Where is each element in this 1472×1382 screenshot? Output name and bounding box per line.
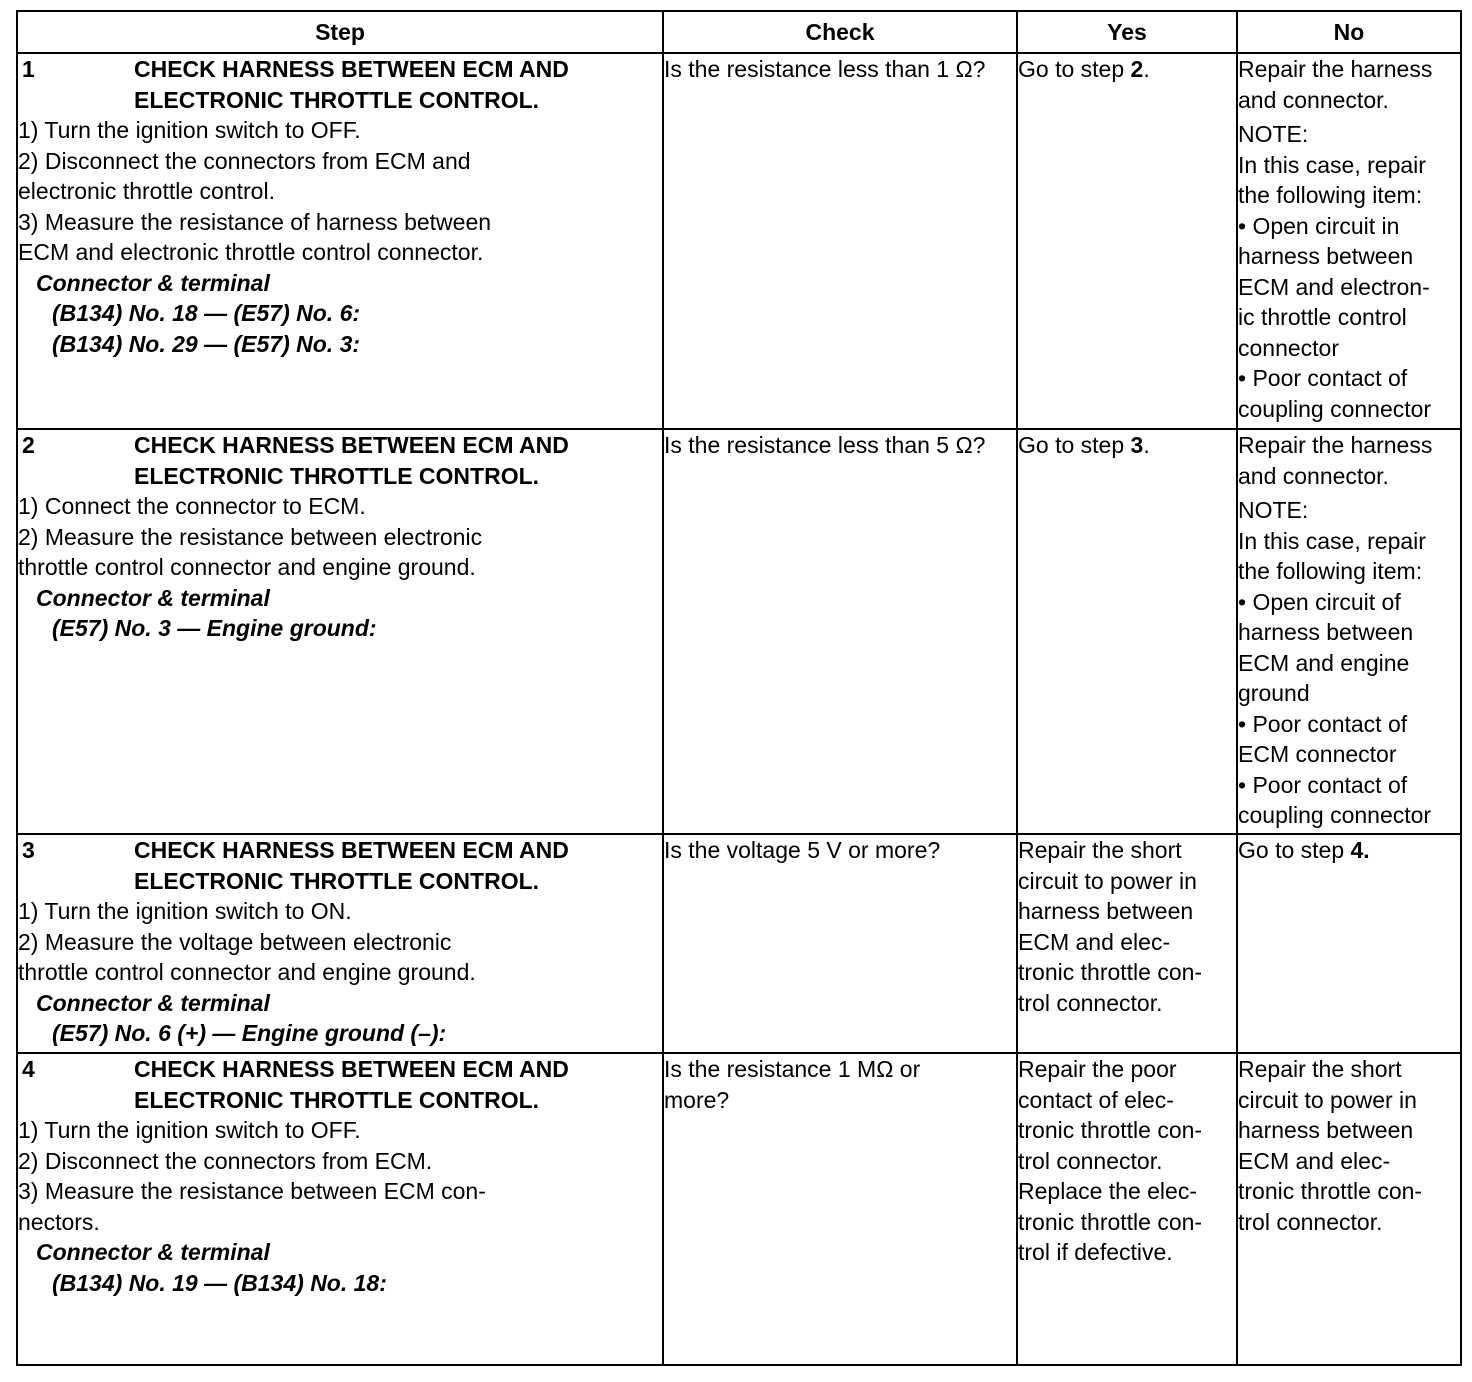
step-number: 2 (22, 432, 35, 458)
yes-text: tronic throttle con- (1018, 959, 1203, 985)
step-instruction: ECM and electronic throttle control connector. (18, 239, 484, 265)
connector-label: Connector & terminal (36, 1239, 270, 1265)
step-body (134, 430, 652, 491)
step-instruction: 2) Disconnect the connectors from ECM and (18, 147, 471, 174)
yes-text: Replace the elec- (1018, 1178, 1197, 1204)
note-text: harness between (1238, 619, 1414, 645)
table-row (17, 1053, 1461, 1365)
step-instruction: 1) Connect the connector to ECM. (18, 493, 366, 519)
no-cell (1237, 429, 1461, 834)
yes-text: Go to step (1018, 56, 1131, 82)
yes-cell (1017, 834, 1237, 1053)
note-text: In this case, repair (1238, 151, 1426, 178)
header-step: Step (17, 11, 663, 53)
no-text: and connector. (1238, 86, 1389, 113)
check-cell (663, 1053, 1017, 1365)
connector-label: Connector & terminal (36, 989, 270, 1016)
table-row (17, 53, 1461, 429)
step-cell (17, 53, 663, 429)
table-row (17, 834, 1461, 1053)
note-text: the following item: (1238, 558, 1423, 584)
step-title: CHECK HARNESS BETWEEN ECM AND (134, 56, 569, 82)
step-instruction: 3) Measure the resistance of harness between (18, 208, 492, 235)
note-label: NOTE: (1238, 121, 1309, 147)
step-instruction: 2) Measure the voltage between electronic (18, 928, 452, 955)
check-cell (663, 53, 1017, 429)
step-title: CHECK HARNESS BETWEEN ECM AND (134, 432, 569, 458)
yes-text: trol connector. (1018, 989, 1163, 1016)
terminal-spec: (B134) No. 19 — (B134) No. 18: (52, 1269, 387, 1296)
yes-text: harness between (1018, 898, 1194, 924)
note-text: ground (1238, 680, 1310, 706)
yes-cell: Go to step 3. (1017, 429, 1237, 834)
note-text: • Poor contact of (1238, 771, 1408, 798)
step-title: ELECTRONIC THROTTLE CONTROL. (134, 462, 540, 489)
step-instruction: 2) Measure the resistance between electronic (18, 523, 483, 550)
step-instruction: nectors. (18, 1208, 100, 1235)
yes-text: tronic throttle con- (1018, 1117, 1203, 1143)
note-text: ECM and electron- (1238, 273, 1430, 300)
step-number: 4 (22, 1056, 35, 1082)
no-text: ECM and elec- (1238, 1147, 1391, 1174)
check-question: more? (664, 1086, 730, 1113)
header-yes: Yes (1017, 11, 1237, 53)
note-text: connector (1238, 334, 1340, 361)
step-cell (17, 1053, 663, 1365)
note-text: • Open circuit of (1238, 588, 1401, 615)
terminal-spec: (E57) No. 3 — Engine ground: (52, 615, 377, 641)
no-text: circuit to power in (1238, 1086, 1417, 1113)
no-cell (1237, 834, 1461, 1053)
header-check: Check (663, 11, 1017, 53)
yes-cell: Go to step 2. (1017, 53, 1237, 429)
yes-step-ref: 2 (1130, 56, 1144, 82)
check-question: Is the voltage 5 V or more? (664, 837, 941, 863)
no-text: and connector. (1238, 462, 1389, 489)
step-body (134, 54, 652, 115)
check-cell (663, 834, 1017, 1053)
step-title: CHECK HARNESS BETWEEN ECM AND (134, 837, 569, 863)
step-body (134, 1054, 652, 1115)
step-instruction: 3) Measure the resistance between ECM con- (18, 1178, 486, 1204)
step-instruction: 1) Turn the ignition switch to ON. (18, 898, 352, 924)
no-text: Repair the short (1238, 1056, 1402, 1082)
note-text: coupling connector (1238, 395, 1432, 422)
header-no: No (1237, 11, 1461, 53)
no-text: Repair the harness (1238, 56, 1433, 82)
diagnostic-table (16, 10, 1462, 1366)
terminal-spec: (B134) No. 18 — (E57) No. 6: (52, 300, 361, 326)
step-instruction: 2) Disconnect the connectors from ECM. (18, 1147, 433, 1174)
step-title: ELECTRONIC THROTTLE CONTROL. (134, 867, 540, 894)
step-body (134, 835, 652, 896)
note-text: ECM and engine (1238, 649, 1410, 676)
step-instruction: throttle control connector and engine ground. (18, 554, 476, 580)
check-question: Is the resistance less than 5 Ω? (664, 432, 986, 458)
yes-text: Repair the poor (1018, 1056, 1177, 1082)
step-number: 3 (22, 837, 35, 863)
yes-text: Repair the short (1018, 837, 1182, 863)
no-cell (1237, 53, 1461, 429)
note-text: coupling connector (1238, 802, 1432, 828)
check-cell (663, 429, 1017, 834)
terminal-spec: (B134) No. 29 — (E57) No. 3: (52, 330, 361, 357)
note-label: NOTE: (1238, 497, 1309, 523)
check-question: Is the resistance 1 MΩ or (664, 1056, 921, 1082)
step-cell (17, 834, 663, 1053)
yes-text: trol if defective. (1018, 1239, 1173, 1265)
step-instruction: throttle control connector and engine ground. (18, 959, 476, 985)
yes-step-ref: 3 (1130, 432, 1144, 458)
note-text: In this case, repair (1238, 527, 1426, 554)
connector-label: Connector & terminal (36, 584, 270, 611)
table-row (17, 429, 1461, 834)
note-text: • Poor contact of (1238, 365, 1408, 391)
step-instruction: electronic throttle control. (18, 178, 275, 204)
no-text: Repair the harness (1238, 432, 1433, 458)
no-text: trol connector. (1238, 1208, 1383, 1235)
step-instruction: 1) Turn the ignition switch to OFF. (18, 1117, 361, 1143)
step-title: ELECTRONIC THROTTLE CONTROL. (134, 1086, 540, 1113)
yes-text: contact of elec- (1018, 1086, 1174, 1113)
no-step-ref: 4. (1350, 837, 1370, 863)
no-text: harness between (1238, 1117, 1414, 1143)
note-text: the following item: (1238, 182, 1423, 208)
yes-text: trol connector. (1018, 1147, 1163, 1174)
header-row (17, 11, 1461, 53)
step-title: ELECTRONIC THROTTLE CONTROL. (134, 86, 540, 113)
no-cell (1237, 1053, 1461, 1365)
step-cell (17, 429, 663, 834)
note-text: • Poor contact of (1238, 710, 1408, 737)
step-number: 1 (22, 56, 35, 82)
yes-cell (1017, 1053, 1237, 1365)
check-question: Is the resistance less than 1 Ω? (664, 56, 986, 82)
terminal-spec: (E57) No. 6 (+) — Engine ground (–): (52, 1020, 447, 1046)
no-text: tronic throttle con- (1238, 1178, 1423, 1204)
note-text: ic throttle control (1238, 304, 1407, 330)
step-instruction: 1) Turn the ignition switch to OFF. (18, 117, 361, 143)
connector-label: Connector & terminal (36, 269, 270, 296)
yes-text: Go to step (1018, 432, 1131, 458)
note-text: ECM connector (1238, 741, 1397, 767)
note-text: harness between (1238, 243, 1414, 269)
yes-text: circuit to power in (1018, 867, 1197, 894)
yes-text: tronic throttle con- (1018, 1208, 1203, 1235)
step-title: CHECK HARNESS BETWEEN ECM AND (134, 1056, 569, 1082)
yes-text: ECM and elec- (1018, 928, 1171, 955)
no-text: Go to step (1238, 837, 1351, 863)
note-text: • Open circuit in (1238, 212, 1400, 239)
